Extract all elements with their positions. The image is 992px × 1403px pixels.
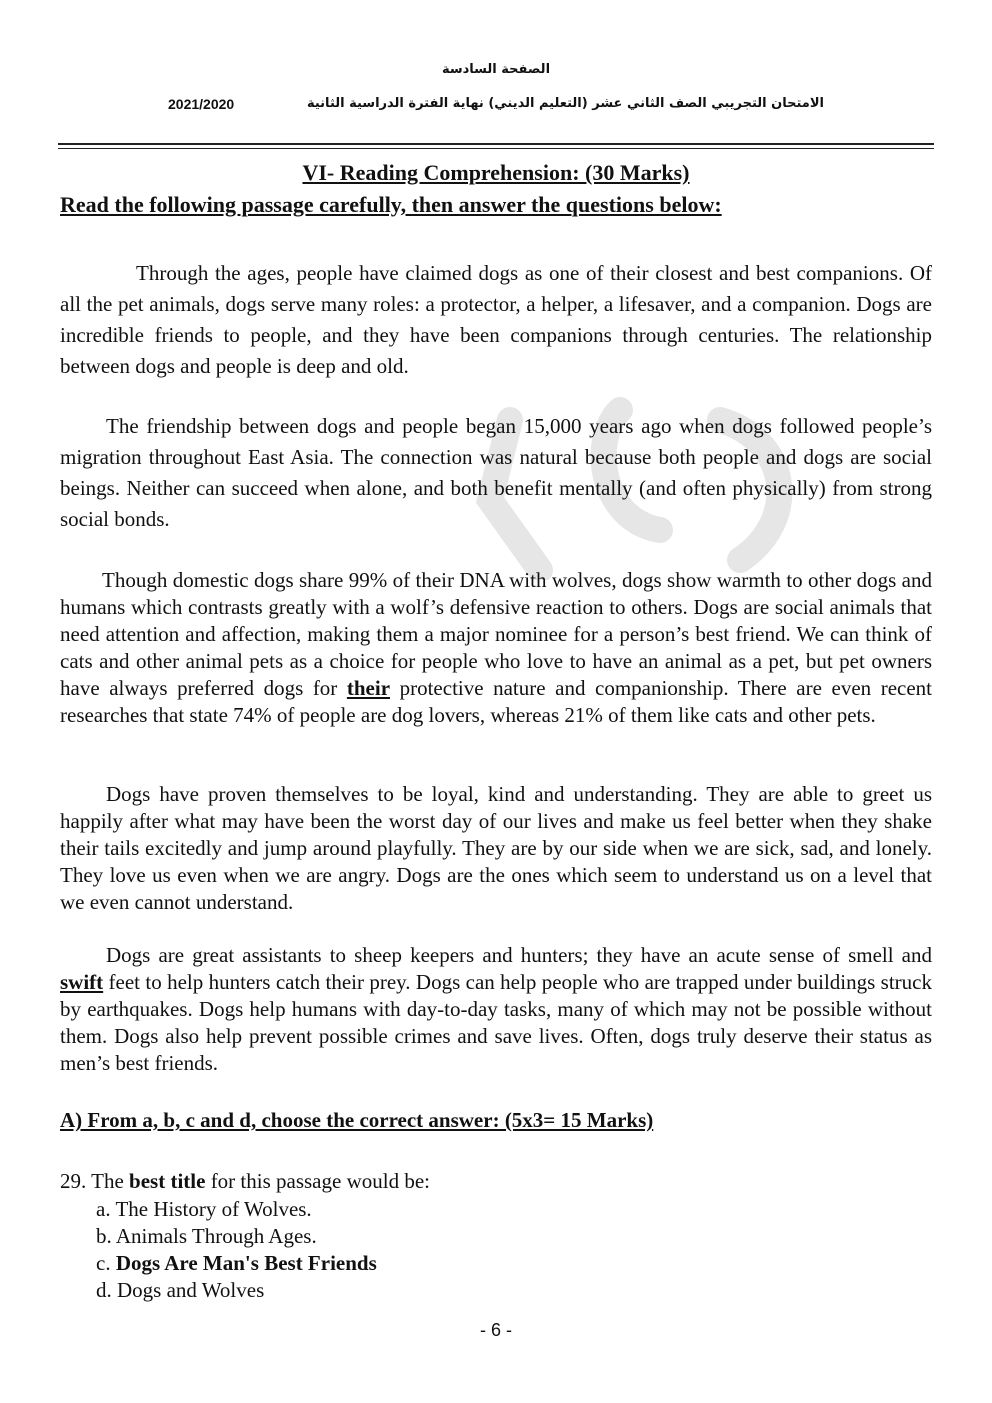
- option-a[interactable]: [96, 1196, 377, 1223]
- passage-paragraph-1: Through the ages, people have claimed dogs as one of their closest and best companions. Of all the pet animals, dogs serve many roles: a protector, a helper, a lifesaver, and a companion. Dogs are incredible friends to people, and they have been companions through centuries. The relationship between dogs and people is deep and old.: [60, 261, 932, 378]
- option-b[interactable]: [96, 1223, 377, 1250]
- option-letter: b.: [96, 1224, 112, 1248]
- option-d[interactable]: [96, 1277, 377, 1304]
- header-divider-thin: [58, 148, 934, 149]
- option-text: The History of Wolves.: [115, 1197, 312, 1221]
- header-exam-title: الامتحان التجريبي الصف الثاني عشر (التعليم الديني) نهاية الفترة الدراسية الثانية: [306, 96, 824, 111]
- answer-options: [96, 1196, 377, 1304]
- part-a-title: A) From a, b, c and d, choose the correct answer: (5x3= 15 Marks): [60, 1108, 654, 1132]
- question-emphasis: best title: [129, 1169, 206, 1193]
- question-number: 29. The: [60, 1169, 124, 1193]
- question-text: for this passage would be:: [210, 1169, 430, 1193]
- option-c[interactable]: [96, 1250, 377, 1277]
- highlighted-word-swift: swift: [60, 970, 104, 994]
- header-divider: [58, 143, 934, 145]
- paragraph-text: Dogs are great assistants to sheep keepers and hunters; they have an acute sense of smell and: [106, 943, 932, 967]
- passage-paragraph-4: Dogs have proven themselves to be loyal, kind and understanding. They are able to greet us happily after what may have been the worst day of our lives and make us feel better when they shake their tails excitedly and jump around playfully. They are by our side when we are sick, sad, and lonely. They love us even when we are angry. Dogs are the ones which seem to understand us on a level that we even cannot understand.: [60, 782, 932, 914]
- option-text: Dogs and Wolves: [117, 1278, 265, 1302]
- section-title: VI- Reading Comprehension: (30 Marks): [302, 160, 690, 185]
- page-number: - 6 -: [479, 1320, 512, 1340]
- paragraph-text: feet to help hunters catch their prey. Dogs can help people who are trapped under buildings struck by earthquakes. Dogs help humans with day-to-day tasks, many of which may not be possible without them. Dogs also help prevent possible crimes and save lives. Often, dogs truly deserve their status as men’s best friends.: [60, 970, 932, 1075]
- paragraph-text: protective nature and companionship. There are even recent researches that state 74% of people are dog lovers, whereas 21% of them like cats and other pets.: [60, 676, 932, 727]
- option-text: Dogs Are Man's Best Friends: [115, 1251, 377, 1275]
- header-year: 2021/2020: [168, 96, 235, 112]
- option-letter: a.: [96, 1197, 111, 1221]
- passage-paragraph-5: [60, 942, 932, 1077]
- passage-paragraph-3: [60, 567, 932, 729]
- highlighted-word-their: their: [346, 676, 391, 700]
- section-instructions: Read the following passage carefully, then answer the questions below:: [60, 192, 722, 217]
- option-letter: c.: [96, 1251, 111, 1275]
- question-29: [60, 1169, 430, 1194]
- header-page-label: الصفحة السادسة: [441, 62, 551, 77]
- option-letter: d.: [96, 1278, 112, 1302]
- paragraph-text: Though domestic dogs share 99% of their DNA with wolves, dogs show warmth to other dogs and humans which contrasts greatly with a wolf’s defensive reaction to others. Dogs are social animals that need attention and affection, making them a major nominee for a person’s best friend. We can think of cats and other animal pets as a choice for people who love to have an animal as a pet, but pet owners have always preferred dogs for: [60, 568, 932, 700]
- option-text: Animals Through Ages.: [115, 1224, 317, 1248]
- passage-paragraph-2: The friendship between dogs and people began 15,000 years ago when dogs followed people’s migration throughout East Asia. The connection was natural because both people and dogs are social beings. Neither can succeed when alone, and both benefit mentally (and often physically) from strong social bonds.: [60, 414, 932, 531]
